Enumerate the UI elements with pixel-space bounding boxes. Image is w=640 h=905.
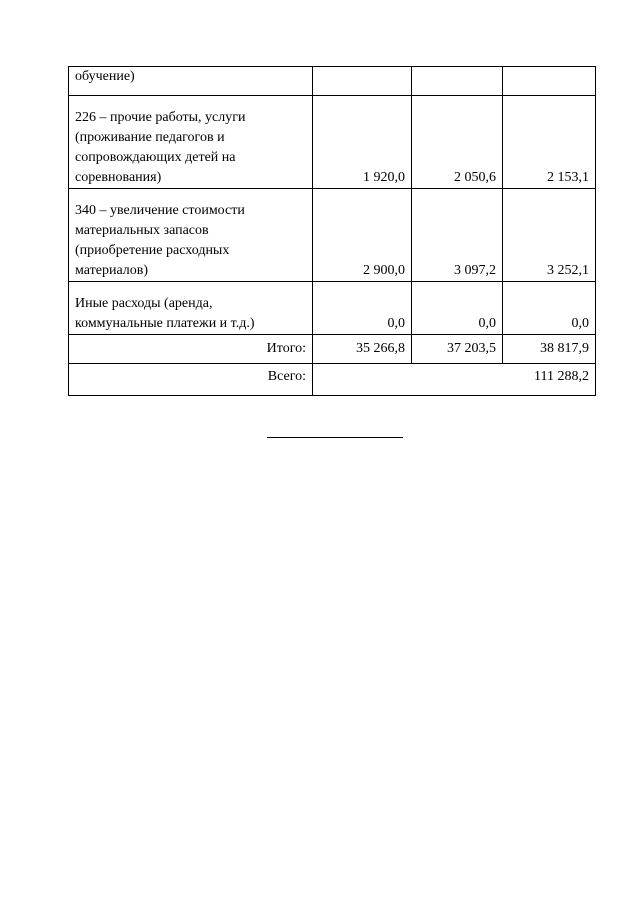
description-line: обучение) — [75, 69, 135, 84]
value-year-1: 2 900,0 — [313, 189, 412, 282]
value-year-2: 0,0 — [412, 282, 503, 335]
table-row — [69, 67, 596, 96]
description-line: сопровождающих детей на — [75, 150, 236, 165]
value-year-1: 1 920,0 — [313, 96, 412, 189]
description-line: материальных запасов — [75, 223, 209, 238]
table-row — [69, 96, 596, 189]
total-year-2: 37 203,5 — [412, 335, 503, 364]
value-year-2: 2 050,6 — [412, 96, 503, 189]
description-line: 340 – увеличение стоимости — [75, 203, 245, 218]
description-line: (приобретение расходных — [75, 243, 230, 258]
grand-total-row — [69, 364, 596, 396]
value-year-1 — [313, 67, 412, 96]
description-line: материалов) — [75, 263, 149, 278]
table-row — [69, 282, 596, 335]
budget-table — [68, 66, 596, 396]
end-of-document-line — [267, 437, 403, 438]
table-row — [69, 189, 596, 282]
grand-total-label: Всего: — [69, 364, 313, 396]
value-year-2 — [412, 67, 503, 96]
description-line: соревнования) — [75, 170, 162, 185]
total-label: Итого: — [69, 335, 313, 364]
description-line: 226 – прочие работы, услуги — [75, 110, 246, 125]
total-year-1: 35 266,8 — [313, 335, 412, 364]
value-year-3: 0,0 — [503, 282, 596, 335]
value-year-3 — [503, 67, 596, 96]
row-description — [69, 189, 313, 282]
total-year-3: 38 817,9 — [503, 335, 596, 364]
row-description — [69, 67, 313, 96]
description-line: (проживание педагогов и — [75, 130, 225, 145]
grand-total-value: 111 288,2 — [313, 364, 596, 396]
total-row — [69, 335, 596, 364]
description-line: Иные расходы (аренда, — [75, 296, 213, 311]
row-description — [69, 282, 313, 335]
value-year-3: 2 153,1 — [503, 96, 596, 189]
value-year-1: 0,0 — [313, 282, 412, 335]
value-year-3: 3 252,1 — [503, 189, 596, 282]
row-description — [69, 96, 313, 189]
value-year-2: 3 097,2 — [412, 189, 503, 282]
description-line: коммунальные платежи и т.д.) — [75, 316, 255, 331]
